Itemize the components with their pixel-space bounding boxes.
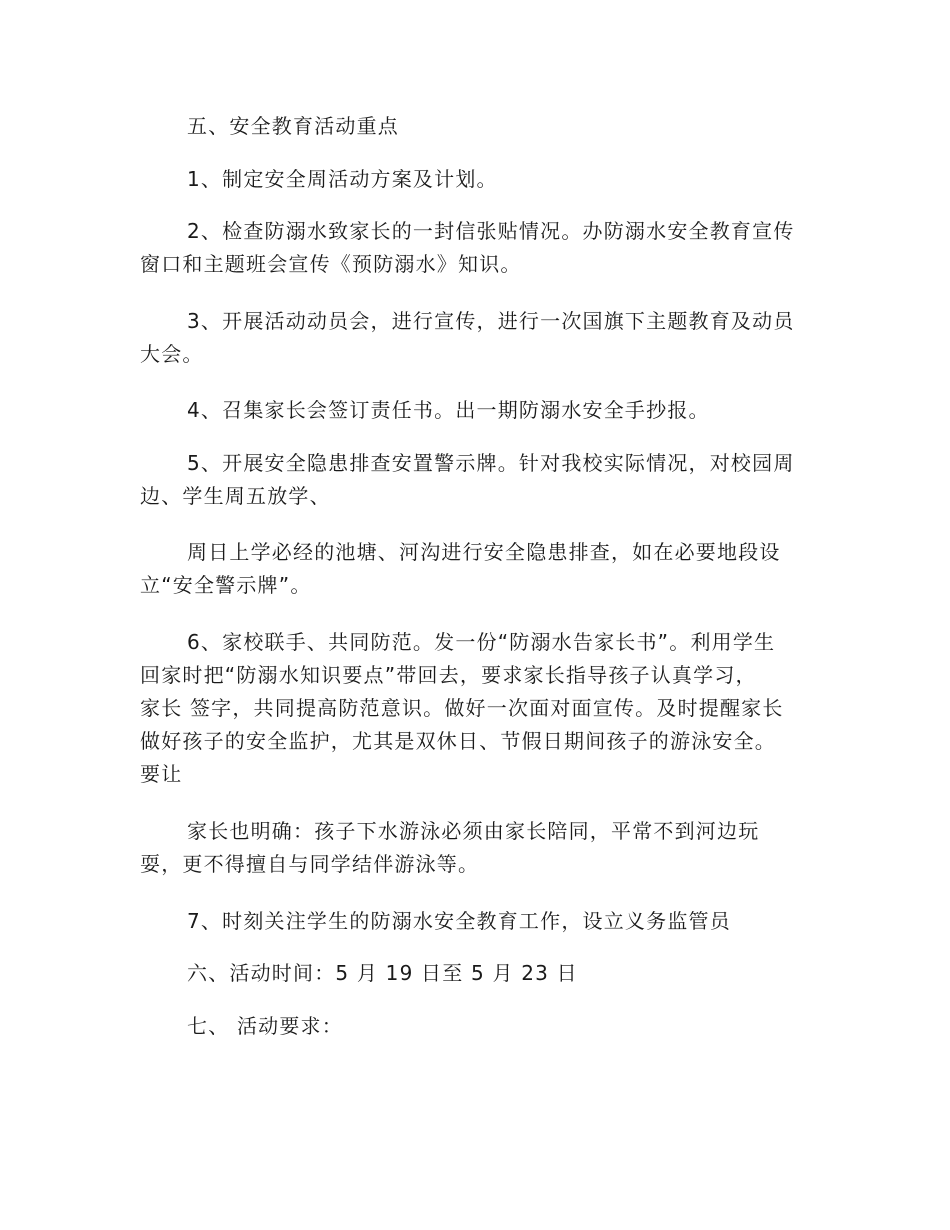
paragraph-item-5-continued (140, 536, 810, 602)
text-line: 七、 活动要求： (187, 1014, 343, 1038)
text-line: 要让 (140, 762, 183, 786)
paragraph-item-6-continued (140, 815, 810, 881)
text-line: 6、家校联手、共同防范。发一份“防溺水告家长书”。利用学生 (187, 630, 776, 654)
text-line: 7、时刻关注学生的防溺水安全教育工作，设立义务监管员 (187, 909, 731, 933)
paragraph-item-6 (140, 626, 810, 791)
paragraph-item-7 (140, 905, 810, 938)
paragraph-item-5 (140, 447, 810, 513)
text-line: 3、开展活动动员会，进行宣传，进行一次国旗下主题教育及动员 (187, 309, 795, 333)
text-line: 大会。 (140, 342, 204, 366)
text-line: 做好孩子的安全监护，尤其是双休日、节假日期间孩子的游泳安全。 (140, 729, 776, 753)
paragraph-item-4 (140, 394, 810, 427)
text-line: 2、检查防溺水致家长的一封信张贴情况。办防溺水安全教育宣传 (187, 219, 795, 243)
text-line: 六、活动时间：5 月 19 日至 5 月 23 日 (187, 961, 578, 985)
text-line: 耍，更不得擅自与同学结伴游泳等。 (140, 852, 480, 876)
paragraph-item-2 (140, 215, 810, 281)
section-heading-7 (140, 1010, 810, 1043)
paragraph-item-1 (140, 163, 810, 196)
text-line: 周日上学必经的池塘、河沟进行安全隐患排查，如在必要地段设 (187, 540, 781, 564)
text-line: 立“安全警示牌”。 (140, 573, 312, 597)
text-line: 回家时把“防溺水知识要点”带回去，要求家长指导孩子认真学习， (140, 663, 757, 687)
text-line: 窗口和主题班会宣传《预防溺水》知识。 (140, 252, 522, 276)
text-line: 5、开展安全隐患排查安置警示牌。针对我校实际情况，对校园周 (187, 451, 795, 475)
text-line: 4、召集家长会签订责任书。出一期防溺水安全手抄报。 (187, 398, 710, 422)
text-line: 五、安全教育活动重点 (187, 114, 399, 138)
text-line: 家长 签字，共同提高防范意识。做好一次面对面宣传。及时提醒家长 (140, 696, 784, 720)
text-line: 1、制定安全周活动方案及计划。 (187, 167, 498, 191)
paragraph-item-3 (140, 305, 810, 371)
text-line: 边、学生周五放学、 (140, 484, 331, 508)
section-heading-5 (140, 110, 810, 143)
section-heading-6 (140, 957, 810, 990)
text-line: 家长也明确：孩子下水游泳必须由家长陪同，平常不到河边玩 (187, 819, 760, 843)
